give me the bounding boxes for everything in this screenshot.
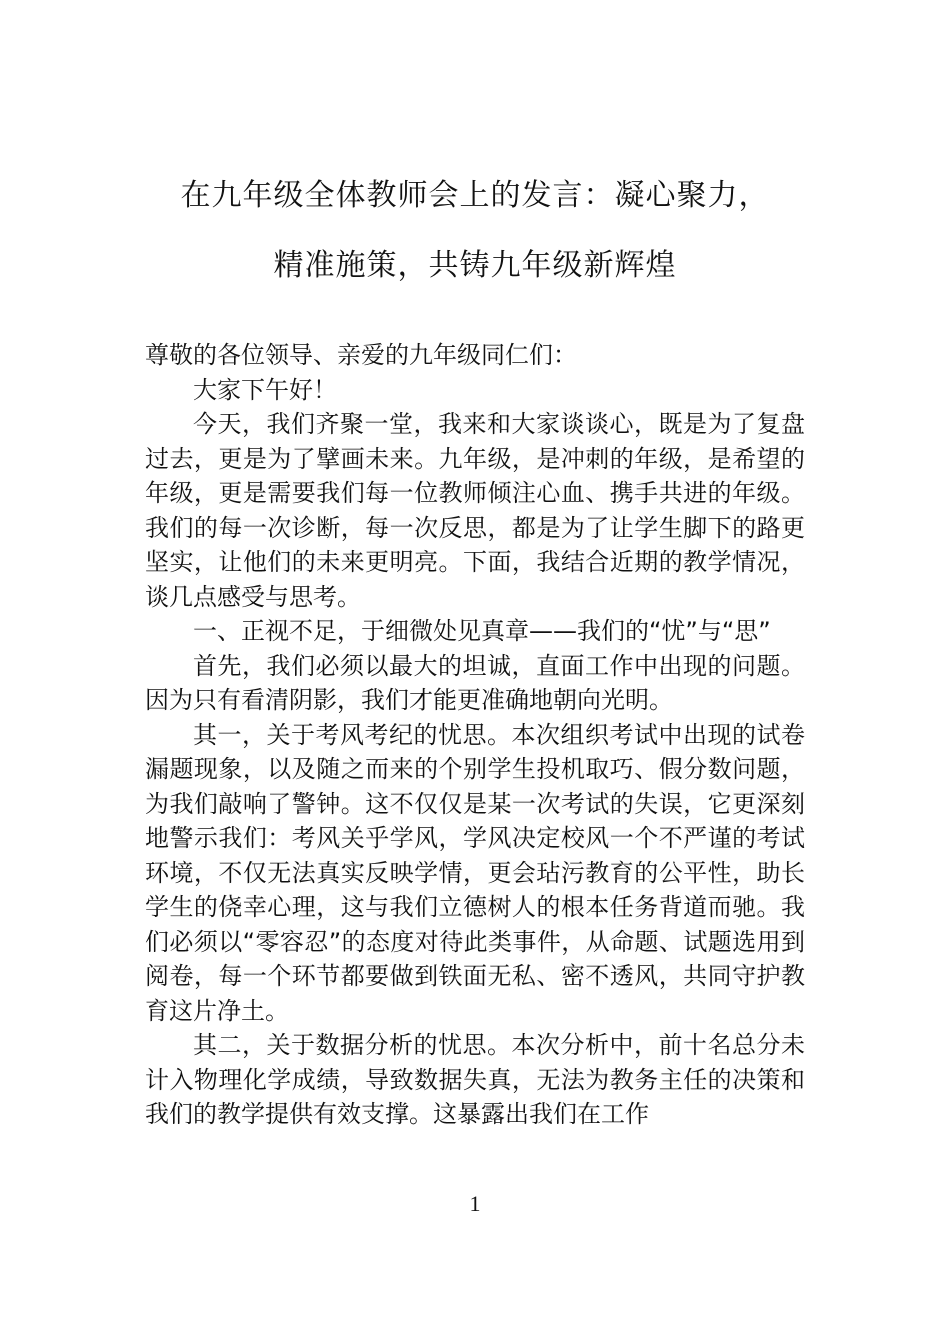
section-heading-1: 一、正视不足，于细微处见真章——我们的“忧”与“思” [193, 617, 771, 645]
document-title-line-1: 在九年级全体教师会上的发言：凝心聚力， [180, 178, 770, 213]
paragraph-greeting: 大家下午好！ [193, 375, 337, 404]
paragraph-section-1-intro: 首先，我们必须以最大的坦诚，直面工作中出现的问题。因为只有看清阴影，我们才能更准确地朝向光明。 [145, 651, 805, 714]
paragraph-data-analysis: 其二，关于数据分析的忧思。本次分析中，前十名总分未计入物理化学成绩，导致数据失真，无法为教务主任的决策和我们的教学提供有效支撑。这暴露出我们在工作 [145, 1031, 805, 1128]
document-title-line-2: 精准施策，共铸九年级新辉煌 [273, 248, 677, 283]
page-number: 1 [469, 1191, 481, 1216]
salutation: 尊敬的各位领导、亲爱的九年级同仁们： [145, 341, 577, 369]
paragraph-exam-discipline: 其一，关于考风考纪的忧思。本次组织考试中出现的试卷漏题现象，以及随之而来的个别学生投机取巧、假分数问题，为我们敲响了警钟。这不仅仅是某一次考试的失误，它更深刻地警示我们：考风关乎学风，学风决定校风一个不严谨的考试环境，不仅无法真实反映学情，更会玷污教育的公平性，助长学生的侥幸心理，这与我们立德树人的根本任务背道而驰。我们必须以“零容忍”的态度对待此类事件，从命题、试题选用到阅卷，每一个环节都要做到铁面无私、密不透风，共同守护教育这片净土。 [145, 720, 805, 1025]
document-body [145, 338, 805, 1132]
paragraph-intro: 今天，我们齐聚一堂，我来和大家谈谈心，既是为了复盘过去，更是为了擘画未来。九年级，是冲刺的年级，是希望的年级，更是需要我们每一位教师倾注心血、携手共进的年级。我们的每一次诊断，每一次反思，都是为了让学生脚下的路更坚实，让他们的未来更明亮。下面，我结合近期的教学情况，谈几点感受与思考。 [145, 410, 805, 611]
